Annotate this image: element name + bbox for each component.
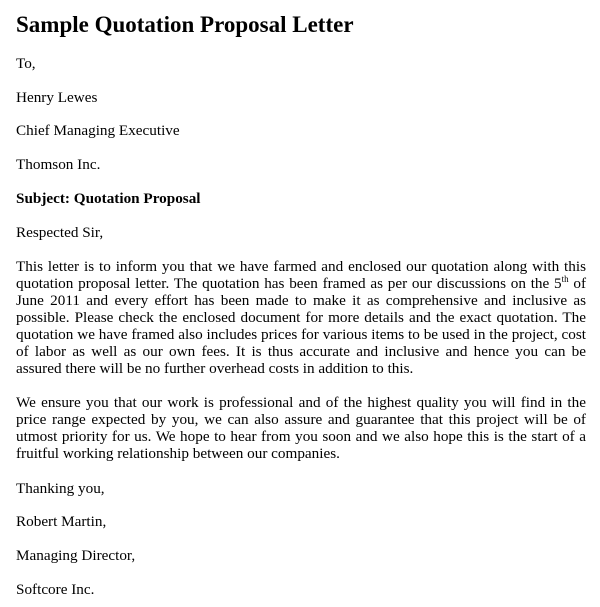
recipient-company: Thomson Inc. — [16, 156, 101, 173]
recipient-name: Henry Lewes — [16, 89, 98, 106]
recipient-title: Chief Managing Executive — [16, 122, 180, 139]
page-title: Sample Quotation Proposal Letter — [16, 12, 354, 37]
subject-line: Subject: Quotation Proposal — [16, 190, 201, 207]
salutation: Respected Sir, — [16, 224, 104, 241]
ordinal-suffix: th — [561, 273, 569, 284]
sender-company: Softcore Inc. — [16, 581, 95, 598]
body-paragraph-1-part-b: of June 2011 and every effort has been made to make it as comprehensive and inclusive as possible. Please check the enclosed document for more details and the exact quotation. The quotation we have framed also includes prices for various items to be used in the project, cost of labor as well as our own fees. It is thus accurate and inclusive and hence you can be assured there will be no further overhead costs in addition to this. — [16, 275, 586, 377]
closing-line: Thanking you, — [16, 480, 105, 497]
body-paragraph-1-part-a: This letter is to inform you that we have farmed and enclosed our quotation along with this quotation proposal letter. The quotation has been framed as per our discussions on the 5 — [16, 258, 586, 292]
to-label: To, — [16, 55, 36, 72]
sender-name: Robert Martin, — [16, 513, 107, 530]
body-paragraph-2: We ensure you that our work is professional and of the highest quality you will find in the price range expected by you, we can also assure and guarantee that this project will be of utmost priority for us. We hope to hear from you soon and we also hope this is the start of a fruitful working relationship between our companies. — [16, 394, 586, 462]
sender-title: Managing Director, — [16, 547, 136, 564]
body-paragraph-1 — [16, 258, 586, 377]
